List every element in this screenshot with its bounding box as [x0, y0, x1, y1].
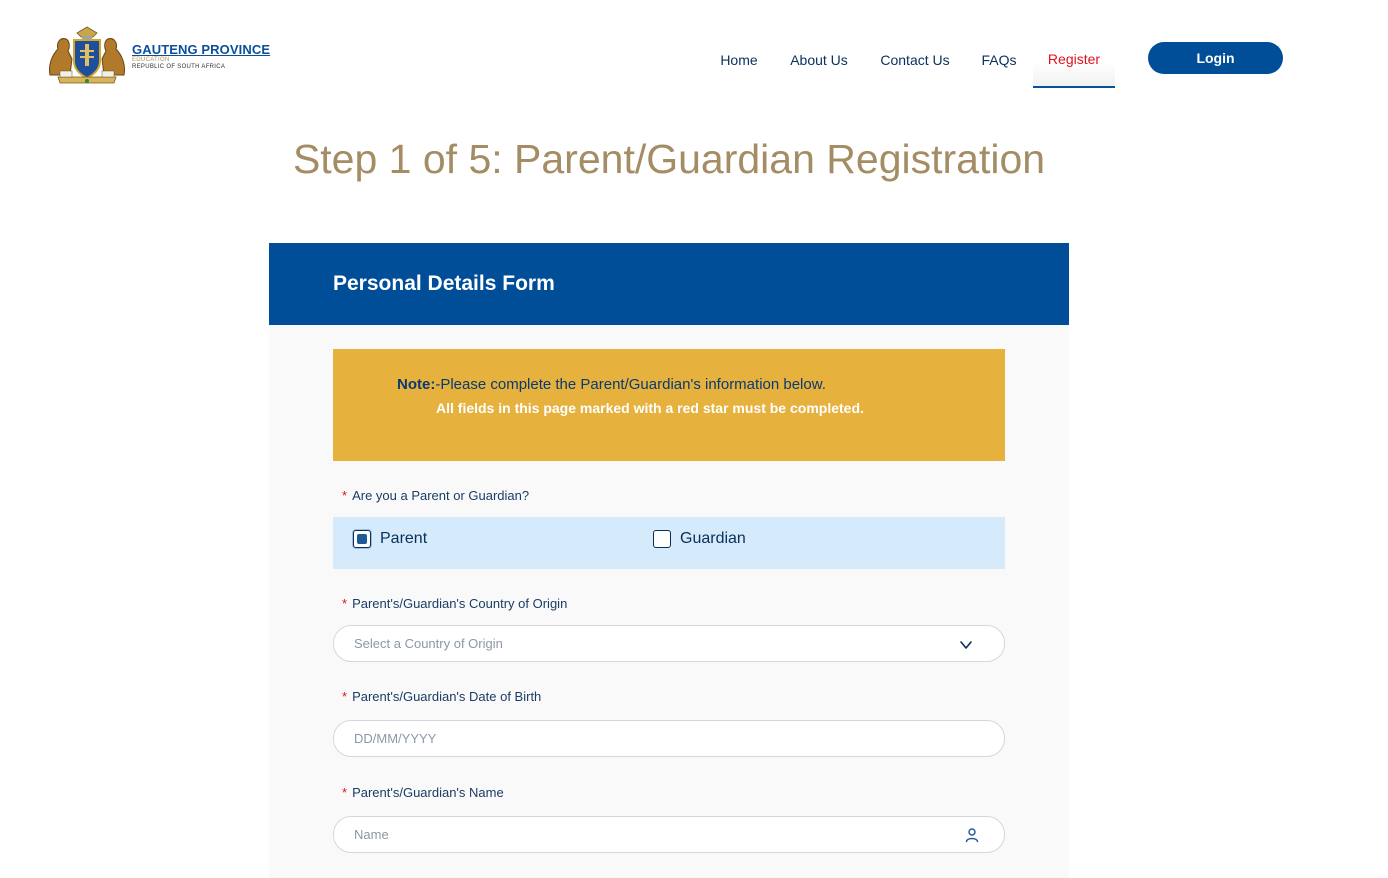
dob-input[interactable] [333, 720, 1005, 757]
nav-about-us[interactable]: About Us [790, 52, 848, 68]
parent-option-label: Parent [380, 530, 428, 547]
form-title: Personal Details Form [333, 272, 555, 295]
required-star: * [342, 785, 348, 800]
guardian-option-label: Guardian [680, 530, 746, 547]
brand-logo[interactable] [44, 24, 284, 88]
dob-label-text: Parent's/Guardian's Date of Birth [352, 689, 542, 704]
user-icon [964, 827, 980, 843]
required-star: * [342, 488, 348, 503]
name-label [342, 785, 504, 800]
coat-of-arms-icon [44, 25, 130, 87]
parent-checkbox[interactable] [353, 530, 371, 548]
note-text-1: -Please complete the Parent/Guardian's information below. [435, 376, 826, 393]
role-choice-group [333, 517, 1005, 569]
role-question-text: Are you a Parent or Guardian? [352, 488, 530, 503]
login-button[interactable]: Login [1148, 42, 1283, 74]
country-label-text: Parent's/Guardian's Country of Origin [352, 596, 568, 611]
brand-subtitle: EDUCATION [132, 56, 170, 63]
page-title: Step 1 of 5: Parent/Guardian Registration [292, 136, 1046, 182]
name-input[interactable] [333, 816, 1005, 853]
nav-home[interactable]: Home [720, 52, 758, 68]
note-banner [333, 349, 1005, 461]
country-label [342, 596, 567, 611]
brand-country: REPUBLIC OF SOUTH AFRICA [132, 63, 226, 70]
checkbox-checked-mark [357, 534, 367, 544]
guardian-checkbox[interactable] [653, 530, 671, 548]
form-header [269, 243, 1069, 325]
name-label-text: Parent's/Guardian's Name [352, 785, 504, 800]
name-placeholder: Name [354, 827, 389, 842]
dob-placeholder: DD/MM/YYYY [354, 731, 437, 746]
country-select[interactable] [333, 625, 1005, 662]
note-text-2: All fields in this page marked with a red star must be completed. [436, 400, 864, 416]
nav-faqs[interactable]: FAQs [981, 52, 1017, 68]
brand-title: GAUTENG PROVINCE [132, 41, 271, 57]
required-star: * [342, 689, 348, 704]
nav-register[interactable]: Register [1033, 32, 1115, 88]
chevron-down-icon [958, 637, 974, 653]
guardian-option[interactable] [653, 530, 746, 548]
parent-option[interactable] [353, 530, 427, 548]
dob-label [342, 689, 541, 704]
note-prefix: Note: [397, 376, 436, 393]
country-select-placeholder: Select a Country of Origin [354, 636, 503, 651]
note-line-1 [397, 376, 826, 393]
nav-contact-us[interactable]: Contact Us [880, 52, 950, 68]
role-question-label [342, 488, 529, 503]
required-star: * [342, 596, 348, 611]
